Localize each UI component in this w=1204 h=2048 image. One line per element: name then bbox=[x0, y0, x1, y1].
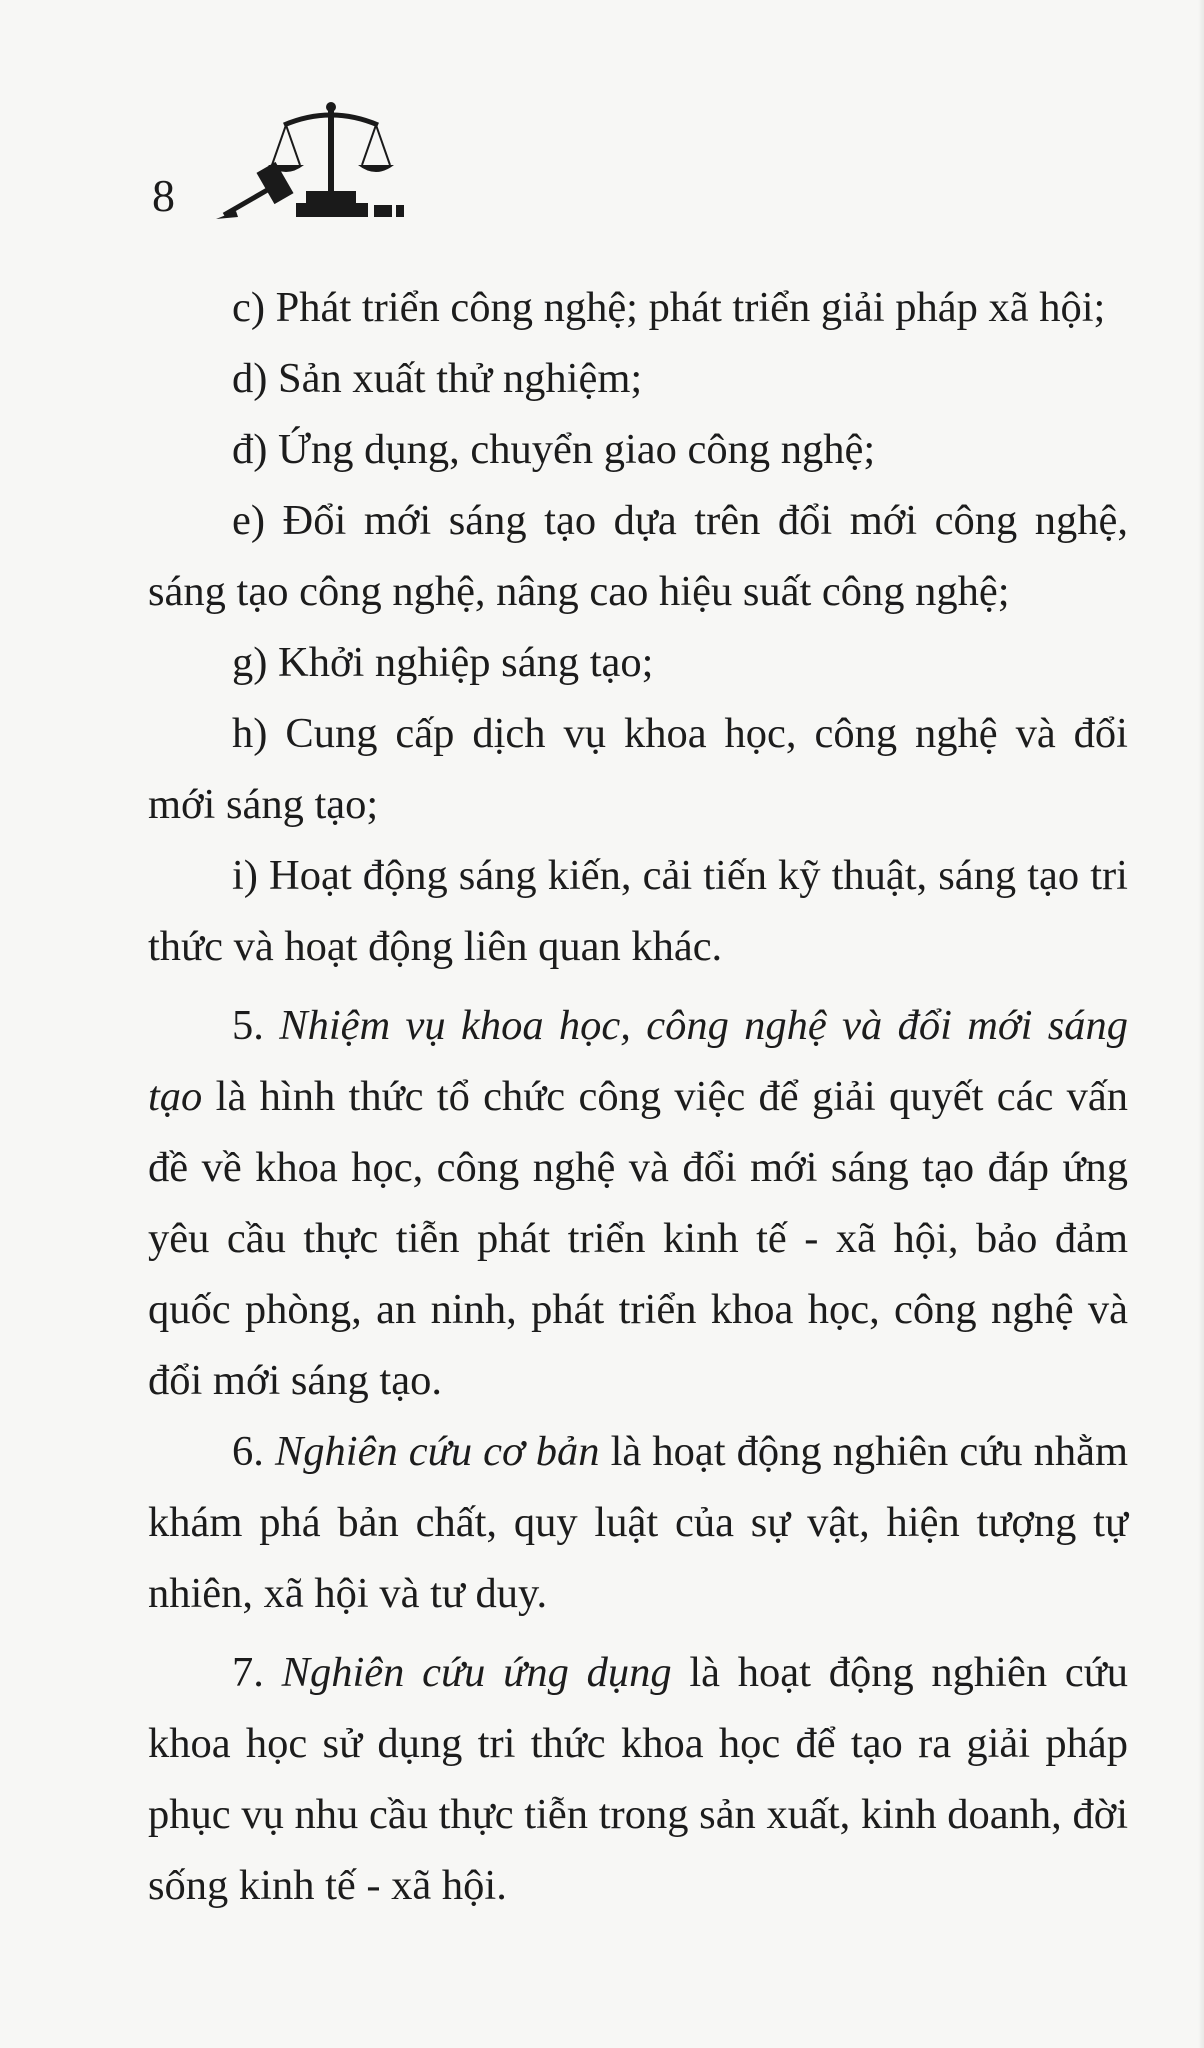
definition-6 bbox=[148, 1416, 1128, 1629]
item-e: e) Đổi mới sáng tạo dựa trên đổi mới công nghệ, sáng tạo công nghệ, nâng cao hiệu suất công nghệ; bbox=[148, 497, 1128, 615]
item-dd: đ) Ứng dụng, chuyển giao công nghệ; bbox=[232, 426, 876, 473]
item-g: g) Khởi nghiệp sáng tạo; bbox=[232, 639, 654, 686]
item-h: h) Cung cấp dịch vụ khoa học, công nghệ và đổi mới sáng tạo; bbox=[148, 710, 1128, 828]
page-number: 8 bbox=[152, 170, 175, 221]
definition-number: 6. bbox=[232, 1428, 264, 1475]
definition-term: Nghiên cứu cơ bản bbox=[274, 1428, 600, 1475]
scales-of-justice-gavel-icon bbox=[206, 95, 536, 225]
definition-term: Nghiên cứu ứng dụng bbox=[281, 1649, 672, 1696]
definition-number: 7. bbox=[232, 1649, 264, 1696]
definition-text: là hình thức tổ chức công việc để giải quyết các vấn đề về khoa học, công nghệ và đổi mới sáng tạo đáp ứng yêu cầu thực tiễn phát triển kinh tế - xã hội, bảo đảm quốc phòng, an ninh, phát triển khoa học, công nghệ và đổi mới sáng tạo. bbox=[148, 1073, 1129, 1404]
page-header bbox=[148, 95, 548, 225]
definition-5 bbox=[148, 990, 1128, 1416]
item-i: i) Hoạt động sáng kiến, cải tiến kỹ thuật, sáng tạo tri thức và hoạt động liên quan khác. bbox=[148, 852, 1128, 970]
page-edge-shadow bbox=[1198, 0, 1204, 2048]
definition-term: Nhiệm vụ khoa học, công nghệ và đổi mới sáng tạo bbox=[148, 1002, 1129, 1120]
item-d: d) Sản xuất thử nghiệm; bbox=[232, 355, 643, 402]
item-c: c) Phát triển công nghệ; phát triển giải pháp xã hội; bbox=[232, 284, 1106, 331]
page-body bbox=[148, 272, 1128, 1921]
definition-text: là hoạt động nghiên cứu khoa học sử dụng tri thức khoa học để tạo ra giải pháp phục vụ nhu cầu thực tiễn trong sản xuất, kinh doanh, đời sống kinh tế - xã hội. bbox=[148, 1649, 1129, 1909]
definition-text: là hoạt động nghiên cứu nhằm khám phá bản chất, quy luật của sự vật, hiện tượng tự nhiên, xã hội và tư duy. bbox=[148, 1428, 1129, 1617]
definition-7 bbox=[148, 1637, 1128, 1921]
definition-number: 5. bbox=[232, 1002, 264, 1049]
